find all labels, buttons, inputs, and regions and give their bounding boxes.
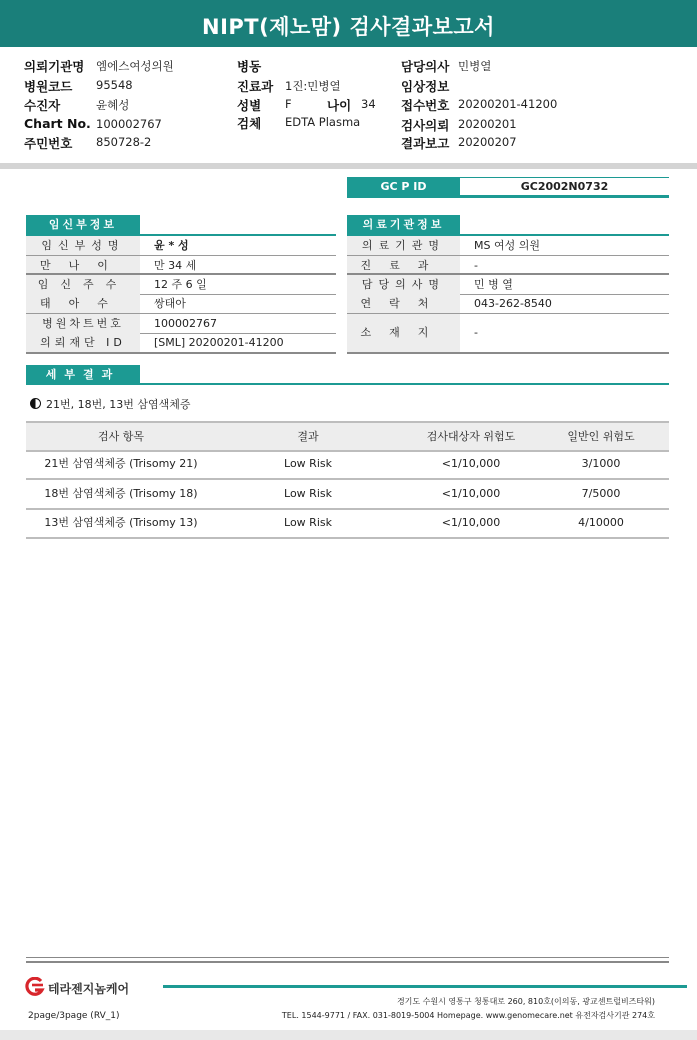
footer-divider xyxy=(26,957,669,958)
row-label: 의뢰재단 ID xyxy=(26,333,140,352)
row-label: 담당의사명 xyxy=(347,275,460,294)
pregnant-info-title: 임신부정보 xyxy=(26,215,140,235)
cell-result: Low Risk xyxy=(284,487,332,500)
clinical-info-label: 임상정보 xyxy=(401,79,450,94)
details-subtitle: 21번, 18번, 13번 삼염색체증 xyxy=(46,398,191,411)
cell-test-item: 21번 삼염색체증 (Trisomy 21) xyxy=(44,457,198,470)
specimen-value: EDTA Plasma xyxy=(285,115,361,129)
pregnant-row-foundation-id xyxy=(26,333,336,352)
institution-label: 의뢰기관명 xyxy=(24,59,85,74)
institution-value: 엠에스여성의원 xyxy=(96,59,174,73)
receipt-no-label: 접수번호 xyxy=(401,98,450,113)
col-general-risk: 일반인 위험도 xyxy=(567,430,635,443)
details-title: 세부결과 xyxy=(26,365,140,385)
resident-no-value: 850728-2 xyxy=(96,135,152,149)
gcpid-underline xyxy=(347,196,669,198)
header-divider xyxy=(0,163,697,169)
row-label: 만나이 xyxy=(26,256,140,275)
row-value: 쌍태아 xyxy=(154,297,186,310)
institution-row-address xyxy=(347,314,669,352)
pregnant-info-bottomline xyxy=(26,352,336,354)
cell-general-risk: 7/5000 xyxy=(581,487,621,500)
row-value: 윤 * 성 xyxy=(154,239,189,252)
institution-row-doctor xyxy=(347,275,669,294)
cell-general-risk: 3/1000 xyxy=(581,457,621,470)
gcpid-value: GC2002N0732 xyxy=(460,177,669,196)
row-value: - xyxy=(474,326,478,339)
cell-subject-risk: <1/10,000 xyxy=(441,457,501,470)
report-date-value: 20200207 xyxy=(458,135,517,149)
doctor-label: 담당의사 xyxy=(401,59,450,74)
cell-result: Low Risk xyxy=(284,457,332,470)
table-row xyxy=(26,480,669,510)
row-value: 043-262-8540 xyxy=(474,297,552,310)
doctor-value: 민병열 xyxy=(458,59,492,73)
footer-contact: TEL. 1544-9771 / FAX. 031-8019-5004 Homepage. www.genomecare.net 유전자검사기관 274호 xyxy=(281,1011,655,1020)
report-date-label: 결과보고 xyxy=(401,136,450,151)
details-topline xyxy=(26,383,669,385)
ward-label: 병동 xyxy=(237,59,262,74)
request-date-value: 20200201 xyxy=(458,117,517,131)
row-label: 임신주수 xyxy=(26,275,140,294)
company-name: 테라젠지놈케어 xyxy=(48,982,130,996)
institution-info-title: 의료기관정보 xyxy=(347,215,460,235)
pregnant-row-weeks xyxy=(26,275,336,294)
institution-row-contact xyxy=(347,294,669,313)
pregnant-row-chart xyxy=(26,314,336,333)
footer-accent-line xyxy=(163,985,687,988)
specimen-label: 검체 xyxy=(237,116,262,131)
chart-no-value: 100002767 xyxy=(96,117,162,131)
row-value: 민 병 열 xyxy=(474,278,513,291)
resident-no-label: 주민번호 xyxy=(24,136,73,151)
bottom-strip xyxy=(0,1030,697,1040)
row-value: - xyxy=(474,259,478,272)
details-subtitle-line xyxy=(30,396,190,412)
chart-no-label: Chart No. xyxy=(24,116,91,131)
footer-address: 경기도 수원시 영통구 청통대로 260, 810호(이의동, 광교센트럴비즈타워) xyxy=(396,997,655,1006)
row-label: 진료과 xyxy=(347,256,460,275)
row-label: 임신부성명 xyxy=(26,236,140,255)
institution-info-bottomline xyxy=(347,352,669,354)
col-test-item: 검사 항목 xyxy=(97,430,144,443)
cell-test-item: 18번 삼염색체증 (Trisomy 18) xyxy=(44,487,198,500)
department-label: 진료과 xyxy=(237,79,274,94)
row-value: 12 주 6 일 xyxy=(154,278,207,291)
request-date-label: 검사의뢰 xyxy=(401,118,450,133)
age-label: 나이 xyxy=(327,98,352,113)
row-label: 의료기관명 xyxy=(347,236,460,255)
pregnant-row-fetus xyxy=(26,294,336,313)
receipt-no-value: 20200201-41200 xyxy=(458,97,558,111)
page-indicator: 2page/3page (RV_1) xyxy=(28,1011,120,1021)
half-circle-icon xyxy=(30,398,41,409)
sex-label: 성별 xyxy=(237,98,262,113)
patient-value: 윤혜성 xyxy=(96,98,130,112)
cell-general-risk: 4/10000 xyxy=(578,516,624,529)
col-subject-risk: 검사대상자 위험도 xyxy=(426,430,516,443)
row-value: 100002767 xyxy=(154,317,217,330)
cell-subject-risk: <1/10,000 xyxy=(441,516,501,529)
row-label: 태아수 xyxy=(26,294,140,313)
pregnant-row-name xyxy=(26,236,336,255)
hospital-code-value: 95548 xyxy=(96,78,133,92)
age-value: 34 xyxy=(361,97,376,111)
row-value: MS 여성 의원 xyxy=(474,239,540,252)
cell-result: Low Risk xyxy=(284,516,332,529)
row-value: 만 34 세 xyxy=(154,259,197,272)
sex-value: F xyxy=(285,97,292,111)
header-info xyxy=(0,50,697,164)
department-value: 1진:민병열 xyxy=(285,79,341,93)
table-row xyxy=(26,450,669,480)
row-value: [SML] 20200201-41200 xyxy=(154,336,284,349)
report-title: NIPT(제노맘) 검사결과보고서 xyxy=(0,0,697,47)
table-row xyxy=(26,509,669,539)
footer-divider xyxy=(26,961,669,963)
row-label: 소재지 xyxy=(347,314,460,352)
row-label: 병원차트번호 xyxy=(26,314,140,333)
hospital-code-label: 병원코드 xyxy=(24,79,73,94)
col-result: 결과 xyxy=(297,430,319,443)
cell-subject-risk: <1/10,000 xyxy=(441,487,501,500)
institution-row-name xyxy=(347,236,669,255)
company-logo-icon xyxy=(24,977,46,997)
row-label: 연락처 xyxy=(347,294,460,313)
cell-test-item: 13번 삼염색체증 (Trisomy 13) xyxy=(44,516,198,529)
results-table-header xyxy=(26,421,669,452)
patient-label: 수진자 xyxy=(24,98,61,113)
gcpid-label: GC P ID xyxy=(347,177,460,196)
